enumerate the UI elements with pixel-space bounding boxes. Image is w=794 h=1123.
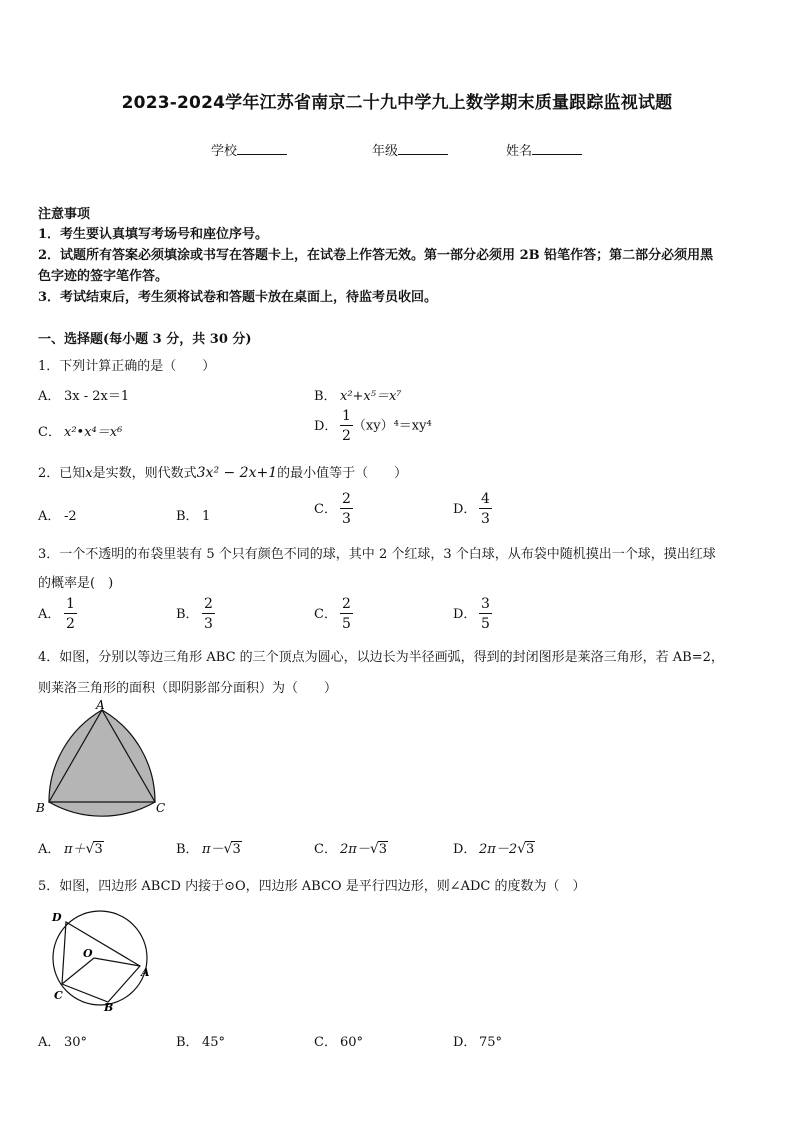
option-text: π－ [202,842,224,857]
sqrt-radicand: 3 [94,842,103,857]
vertex-label-a: A [96,698,105,712]
option-text: x²•x⁴＝x⁶ [64,425,123,440]
option-label: A． [38,606,61,622]
q4-option-d[interactable] [453,838,535,857]
option-text: 45° [202,1035,226,1050]
stem-text: 的最小值等于（ ） [277,466,408,481]
option-text: 1 [202,509,211,524]
notice-item: 3．考试结束后，考生须将试卷和答题卡放在桌面上，待监考员收回。 [38,290,438,305]
q4-stem-line1: 4．如图，分别以等边三角形 ABC 的三个顶点为圆心，以边长为半径画弧，得到的封闭图形是莱洛三角形，若 AB=2， [38,650,724,665]
q2-option-d[interactable] [453,492,492,526]
notice-heading: 注意事项 [38,207,91,222]
option-text: x²+x⁵＝x⁷ [340,389,402,404]
point-label-b: B [104,1001,114,1013]
circle-o [53,911,147,1005]
sqrt-symbol: √ [223,841,233,857]
sqrt-radicand: 3 [526,842,535,857]
q4-option-b[interactable] [176,838,242,857]
option-label: D． [453,606,477,622]
fraction-numerator: 2 [204,596,213,612]
option-label: C． [314,842,337,857]
q4-option-a[interactable] [38,838,104,857]
option-text: 75° [479,1035,503,1050]
option-text: 60° [340,1035,364,1050]
fraction [202,597,215,631]
fraction-denominator: 3 [204,616,213,632]
sqrt-radicand: 3 [232,842,241,857]
sqrt-radicand: 3 [378,842,388,857]
fraction [64,597,77,631]
fraction [479,492,492,526]
option-label: D． [314,418,338,434]
fraction-denominator: 5 [342,616,351,632]
point-label-o: O [83,947,93,960]
option-label: A． [38,1035,61,1050]
option-text: 30° [64,1035,88,1050]
stem-variable: x [85,466,93,481]
option-label: A． [38,389,61,404]
q3-stem-line2: 的概率是( ) [38,576,114,591]
fraction-numerator: 3 [481,596,490,612]
q1-option-d[interactable] [314,409,432,443]
fraction-denominator: 2 [342,428,351,444]
option-label: C． [314,606,337,622]
option-text: 2π－2 [479,842,518,857]
option-label: B． [176,509,199,524]
q4-option-c[interactable] [314,838,388,857]
grade-field[interactable] [372,140,448,159]
fraction [340,409,353,443]
option-label: D． [453,501,477,517]
grade-blank[interactable] [398,142,448,155]
q2-option-b[interactable] [176,505,210,524]
q3-option-a[interactable] [38,597,77,631]
option-label: D． [453,842,477,857]
stem-text: 2．已知 [38,466,86,481]
stem-text: 是实数，则代数式 [92,466,197,481]
fraction-denominator: 3 [342,511,351,527]
q2-option-c[interactable] [314,492,353,526]
option-text: π＋ [64,842,86,857]
inscribed-quadrilateral-figure [32,905,157,1013]
q3-option-c[interactable] [314,597,353,631]
q5-stem: 5．如图，四边形 ABCD 内接于⊙O，四边形 ABCO 是平行四边形，则∠ADC 的度数为（ ） [38,879,586,894]
reuleaux-shape [49,710,155,816]
segment-oc [62,958,94,984]
option-label: B． [176,842,199,857]
stem-expression: 3x² − 2x+1 [196,465,278,481]
fraction-numerator: 2 [342,596,351,612]
fraction-denominator: 3 [481,511,490,527]
fraction-numerator: 1 [342,408,351,424]
option-label: B． [176,606,199,622]
sqrt-symbol: √ [85,841,95,857]
option-text: （xy）⁴＝xy⁴ [352,418,432,434]
option-label: A． [38,509,61,524]
point-label-d: D [52,911,62,924]
fraction [340,597,353,631]
option-text: 2π－ [340,842,370,857]
fraction-numerator: 1 [66,596,75,612]
q1-option-a[interactable] [38,385,129,404]
option-label: C． [314,1035,337,1050]
vertex-label-b: B [36,801,45,815]
point-label-a: A [141,966,150,979]
option-label: B． [314,389,337,404]
q4-stem-line2: 则莱洛三角形的面积（即阴影部分面积）为（ ） [38,681,338,696]
point-label-c: C [54,989,63,1002]
option-label: C． [314,501,337,517]
name-field[interactable] [506,140,582,159]
option-label: D． [453,1035,477,1050]
school-field[interactable] [211,140,287,159]
fraction-denominator: 5 [481,616,490,632]
reuleaux-triangle-figure [32,698,172,820]
option-label: C． [38,425,61,440]
q3-option-b[interactable] [176,597,215,631]
page-title: 2023-2024学年江苏省南京二十九中学九上数学期末质量跟踪监视试题 [121,93,673,113]
name-blank[interactable] [532,142,582,155]
notice-item: 色字迹的签字笔作答。 [38,269,169,284]
q5-option-a[interactable] [38,1031,87,1050]
q1-stem: 1．下列计算正确的是（ ） [38,359,216,374]
notice-item: 2．试题所有答案必须填涂或书写在答题卡上，在试卷上作答无效。第一部分必须用 2B 铅笔作答；第二部分必须用黑 [38,248,714,263]
option-label: A． [38,842,61,857]
vertex-label-c: C [156,801,166,815]
fraction [340,492,353,526]
fraction-denominator: 2 [66,616,75,632]
q5-option-c[interactable] [314,1031,363,1050]
option-label: B． [176,1035,199,1050]
q3-stem-line1: 3．一个不透明的布袋里装有 5 个只有颜色不同的球，其中 2 个红球，3 个白球，从布袋中随机摸出一个球，摸出红球 [38,547,716,562]
sqrt-symbol: √ [369,841,379,857]
quadrilateral-abcd [62,922,140,1002]
school-label: 学校 [211,144,238,159]
q2-option-a[interactable] [38,505,77,524]
grade-label: 年级 [372,144,399,159]
fraction-numerator: 4 [481,491,490,507]
q5-option-b[interactable] [176,1031,225,1050]
fraction-numerator: 2 [342,491,351,507]
name-label: 姓名 [506,144,533,159]
school-blank[interactable] [237,142,287,155]
q1-option-c[interactable] [38,421,122,440]
sqrt-symbol: √ [517,841,527,857]
option-text: 3x - 2x＝1 [64,389,130,404]
q5-option-d[interactable] [453,1031,502,1050]
option-text: -2 [64,509,77,524]
q3-option-d[interactable] [453,597,492,631]
fraction [479,597,492,631]
section-heading: 一、选择题(每小题 3 分，共 30 分) [38,332,252,347]
q1-option-b[interactable] [314,385,402,404]
q2-stem [38,462,407,481]
notice-item: 1．考生要认真填写考场号和座位序号。 [38,227,269,242]
